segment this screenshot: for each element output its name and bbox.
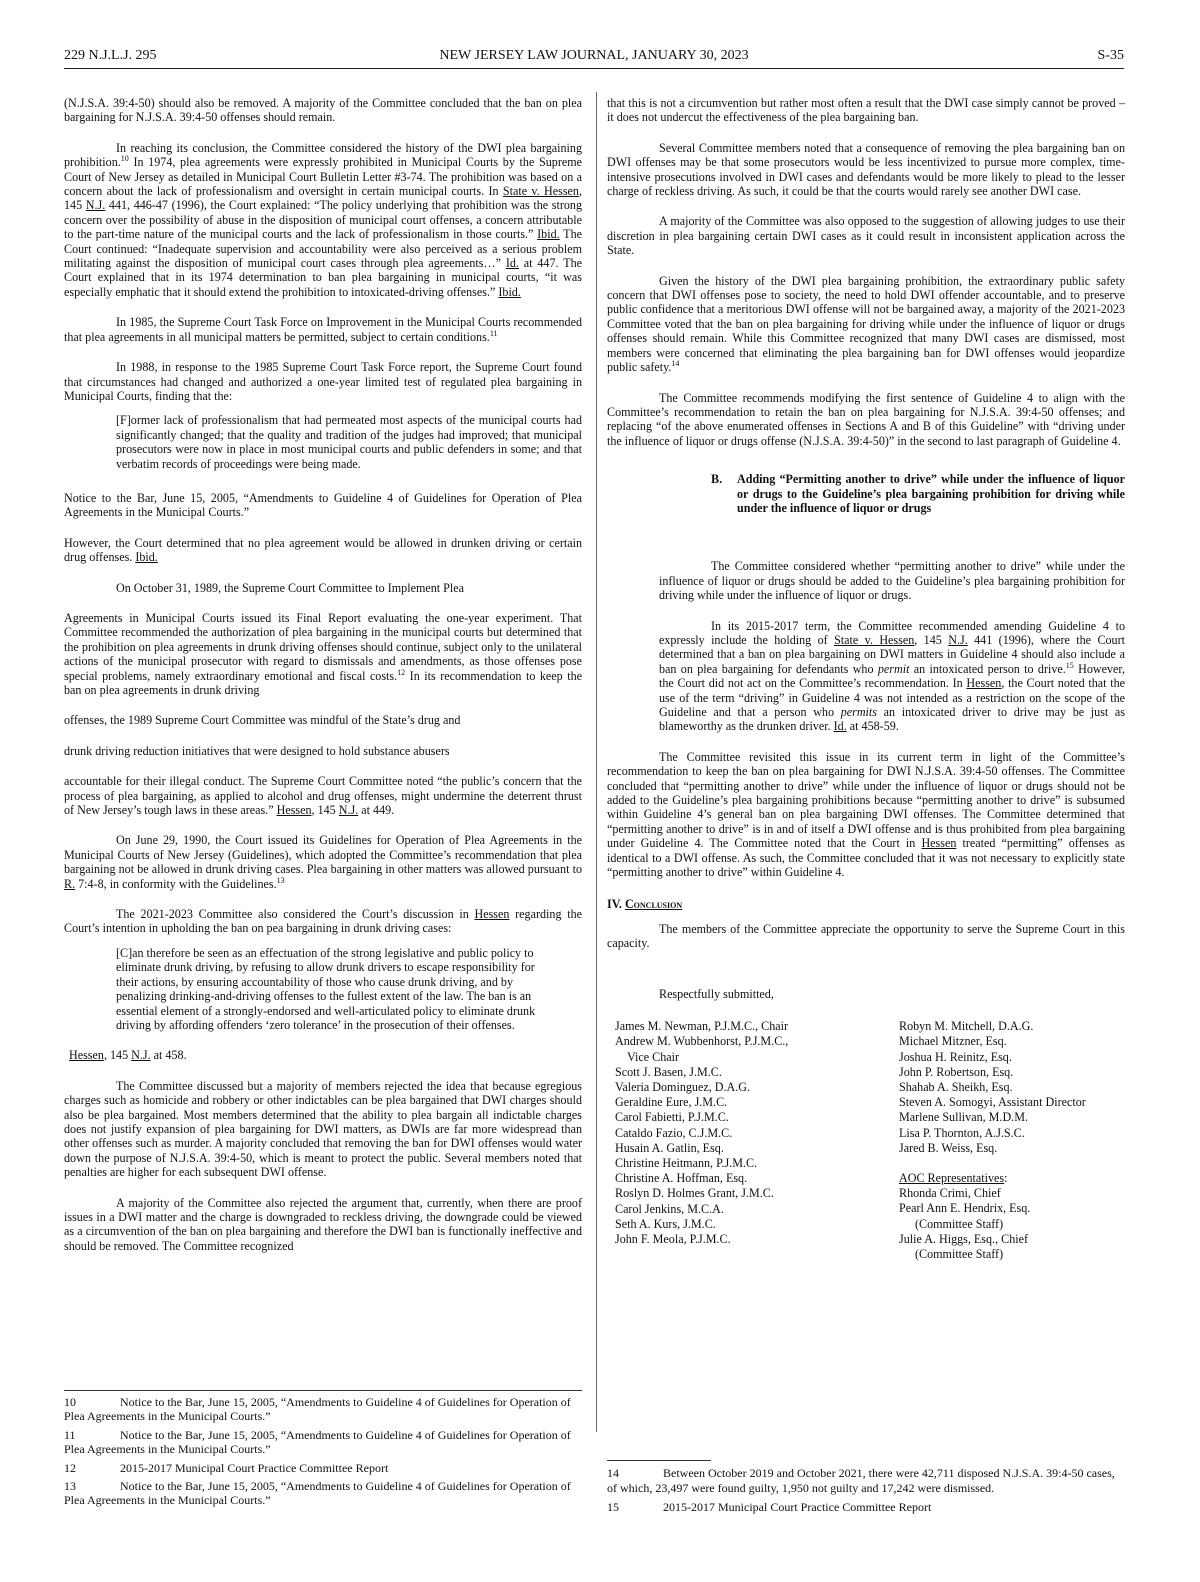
- footnote: 15 2015-2017 Municipal Court Practice Committee Report: [607, 1500, 932, 1514]
- footnote-ref: 10: [120, 154, 129, 164]
- member-name: Andrew M. Wubbenhorst, P.J.M.C.,: [615, 1034, 789, 1049]
- member-name: James M. Newman, P.J.M.C., Chair: [615, 1019, 789, 1034]
- paragraph: However, the Court determined that no plea agreement would be allowed in drunken driving or certain drug offenses. Ibid.: [64, 535, 582, 565]
- staff-role: (Committee Staff): [915, 1216, 1004, 1231]
- conclusion-heading: IV. Conclusion: [607, 897, 683, 912]
- paragraph: A majority of the Committee also rejected the argument that, currently, when there are proof issues in a DWI matter and the charge is downgraded to reckless driving, the downgrade could be viewed as a circumvention of the ban on plea bargaining and therefore the DWI ban is functionally ineffective and should be removed. The Committee recognized: [64, 1195, 582, 1253]
- member-name: Carol Jenkins, M.C.A.: [615, 1201, 724, 1216]
- paragraph: The Committee recommends modifying the first sentence of Guideline 4 to align with the Committee’s recommendation to retain the ban on plea bargaining for N.J.S.A. 39:4-50 offenses; and replacing “of the above enumerated offenses in Sections A and B of this Guideline” with “driving under the influence of liquor or drugs offense (N.J.S.A. 39:4-50)” in the second to last paragraph of Guideline 4.: [607, 390, 1125, 448]
- footnote-ref: 14: [671, 359, 680, 369]
- staff-name: Julie A. Higgs, Esq., Chief: [899, 1231, 1028, 1246]
- signature-intro: Respectfully submitted,: [659, 986, 774, 1001]
- block-quote: [C]an therefore be seen as an effectuation of the strong legislative and public policy to eliminate drunk driving, by refusing to allow drunk drivers to escape responsibility for their actions, by ensuring accountability of those who cause drunk driving, and by penalizing drinking-and-driving offenses to the fullest extent of the law. The ban is an essential element of a strongly-endorsed and well-articulated policy to eliminate drunk driving by affording offenders ‘zero tolerance’ in the prosecution of their offenses.: [116, 945, 536, 1032]
- footnote-ref: 13: [276, 875, 285, 885]
- paragraph: (N.J.S.A. 39:4-50) should also be removed. A majority of the Committee concluded that the ban on plea bargaining for N.J.S.A. 39:4-50 offenses should remain.: [64, 96, 582, 125]
- member-name: Steven A. Somogyi, Assistant Director: [899, 1095, 1086, 1110]
- footnote: 12 2015-2017 Municipal Court Practice Committee Report: [64, 1460, 389, 1475]
- block-quote: [F]ormer lack of professionalism that had permeated most aspects of the municipal courts had significantly changed; that the quality and tradition of the judges had improved; that municipal prosecutors were now in place in most municipal courts and public defenders in some; and that verbatim records of proceedings were being made.: [116, 413, 582, 471]
- paragraph: that this is not a circumvention but rather most often a result that the DWI case simply cannot be proved – it does not undercut the effectiveness of the plea bargaining ban.: [607, 96, 1125, 125]
- signature-column-1: [615, 1019, 899, 1262]
- paragraph: Agreements in Municipal Courts issued its Final Report evaluating the one-year experiment. That Committee recommended the authorization of plea bargaining in the municipal courts but determined that the prohibition on plea agreements in drunk driving offenses should continue, subject only to the unilateral actions of the municipal prosecutor with regard to dismissals and amendments, as those offenses pose special problems, namely extraordinary emotional and fiscal costs.$^{12}$ In its recommendation to keep the ban on plea agreements in drunk driving: [64, 610, 583, 697]
- footnote-rule: [607, 1460, 711, 1461]
- member-name: Lisa P. Thornton, A.J.S.C.: [899, 1125, 1025, 1140]
- paragraph: Given the history of the DWI plea bargaining prohibition, the extraordinary public safety concern that DWI offenses pose to society, the need to hold DWI offender accountable, and to preserve public confidence that a meritorious DWI offense will not be bargained away, a majority of the 2021-2023 Committee voted that the ban on plea bargaining for driving while under the influence of liquor or drugs offenses should remain. While this Committee recognized that many DWI cases are dismissed, most members were concerned that eliminating the plea bargaining ban for DWI offenses would jeopardize public safety.$^{14}$: [607, 273, 1125, 375]
- member-name: Robyn M. Mitchell, D.A.G.: [899, 1019, 1034, 1034]
- member-name: Carol Fabietti, P.J.M.C.: [615, 1110, 729, 1125]
- indented-section: [659, 559, 1125, 733]
- member-name: Vice Chair: [627, 1049, 679, 1064]
- footnote: 11 Notice to the Bar, June 15, 2005, “Amendments to Guideline 4 of Guidelines for Operation of Plea Agreements in the Municipal Courts.”: [64, 1427, 571, 1457]
- paragraph: In 1985, the Supreme Court Task Force on Improvement in the Municipal Courts recommended that plea agreements in all municipal matters be permitted, subject to certain conditions.$^{11}$: [64, 315, 582, 344]
- member-name: Cataldo Fazio, C.J.M.C.: [615, 1125, 733, 1140]
- staff-role: (Committee Staff): [915, 1246, 1004, 1261]
- paragraph: Several Committee members noted that a consequence of removing the plea bargaining ban on DWI offenses may be that some prosecutors would be less incentivized to pursue more complex, time-intensive prosecutions involved in DWI cases and defendants would be more likely to plead to the lesser charge of reckless driving. As such, it could be that the courts would rarely see another DWI case.: [607, 140, 1125, 199]
- paragraph: In its 2015-2017 term, the Committee recommended amending Guideline 4 to expressly include the holding of State v. Hessen, 145 N.J. 441 (1996), where the Court determined that a ban on plea bargaining on DWI matters in Guideline 4 should also include a ban on plea bargaining for defendants who permit an intoxicated person to drive.$^{15}$ However, the Court did not act on the Committee’s recommendation. In Hessen, the Court noted that the use of the term “driving” in Guideline 4 was not intended as a restriction on the scope of the Guideline and that a person who permits an intoxicated driver to drive may be just as blameworthy as the drunken driver. Id. at 458-59.: [659, 618, 1125, 734]
- member-name: Christine A. Hoffman, Esq.: [615, 1171, 748, 1186]
- header-citation: 229 N.J.L.J. 295: [64, 48, 157, 63]
- paragraph: A majority of the Committee was also opposed to the suggestion of allowing judges to use their discretion in plea bargaining certain DWI cases as it could result in inconsistent application across the State.: [607, 214, 1125, 258]
- left-column: [64, 96, 582, 1263]
- member-name: Geraldine Eure, J.M.C.: [615, 1095, 728, 1110]
- member-name: Seth A. Kurs, J.M.C.: [615, 1216, 716, 1231]
- paragraph: drunk driving reduction initiatives that were designed to hold substance abusers: [64, 743, 450, 758]
- footnotes-left: [64, 1390, 582, 1512]
- staff-name: Rhonda Crimi, Chief: [899, 1186, 1001, 1201]
- footnote: 13 Notice to the Bar, June 15, 2005, “Amendments to Guideline 4 of Guidelines for Operation of Plea Agreements in the Municipal Courts.”: [64, 1479, 571, 1508]
- paragraph: The Committee considered whether “permitting another to drive” while under the influence of liquor or drugs should be added to the Guideline’s plea bargaining prohibition for driving while under the influence of liquor or drugs.: [659, 559, 1125, 603]
- column-divider: [596, 92, 597, 1432]
- citation: Hessen, 145 N.J. at 458.: [69, 1048, 187, 1063]
- paragraph: The members of the Committee appreciate the opportunity to serve the Supreme Court in this capacity.: [607, 921, 1125, 951]
- footnote-ref: 15: [1065, 660, 1074, 670]
- member-name: Valeria Dominguez, D.A.G.: [615, 1079, 751, 1094]
- footnote: 14 Between October 2019 and October 2021, there were 42,711 disposed N.J.S.A. 39:4-50 cases, of which, 23,497 were found guilty, 1,950 not guilty and 17,242 were dismissed.: [607, 1466, 1115, 1495]
- footnote-ref: 12: [397, 667, 406, 677]
- member-name: Roslyn D. Holmes Grant, J.M.C.: [615, 1186, 774, 1201]
- header-page-number: S-35: [1097, 48, 1124, 63]
- member-name: Shahab A. Sheikh, Esq.: [899, 1079, 1013, 1094]
- paragraph: In 1988, in response to the 1985 Supreme Court Task Force report, the Supreme Court found that circumstances had changed and authorized a one-year limited test of regulated plea bargaining in Municipal Courts, finding that the:: [64, 360, 582, 403]
- member-name: Marlene Sullivan, M.D.M.: [899, 1110, 1028, 1125]
- paragraph: The Committee discussed but a majority of members rejected the idea that because egregious charges such as homicide and robbery or other indictables can be plea bargained that DWI charges should also be plea bargained. Most members determined that the ability to plea bargain all indictable charges does not justify expansion of plea bargaining for DWI matters, as DWIs are far more widespread than other offenses such as murder. A majority concluded that removing the ban for DWI offenses would water down the purpose of N.J.S.A. 39:4-50, which is meant to protect the public. Several members noted that penalties are higher for each subsequent DWI offense.: [64, 1078, 582, 1180]
- member-name: Scott J. Basen, J.M.C.: [615, 1064, 722, 1079]
- staff-name: Pearl Ann E. Hendrix, Esq.: [899, 1201, 1031, 1216]
- section-heading-b: B. Adding “Permitting another to drive” while under the influence of liquor or drugs to the Guideline’s plea bargaining prohibition for driving while under the influence of liquor or drugs: [711, 472, 1125, 515]
- paragraph: In reaching its conclusion, the Committee considered the history of the DWI plea bargaining prohibition.$^{10}$ In 1974, plea agreements were expressly prohibited in Municipal Courts by the Supreme Court of New Jersey as detailed in Municipal Court Bulletin Letter #3-74. The prohibition was based on a concern about the lack of professionalism and oversight in certain municipal courts. In State v. Hessen, 145 N.J. 441, 446-47 (1996), the Court explained: “The policy underlying that prohibition was the strong concern over the possibility of abuse in the disposition of municipal court offenses, a concern attributable to the part-time nature of the municipal courts and the lack of professionalism in those courts.” Ibid. The Court continued: “Inadequate supervision and accountability were also perceived as a serious problem militating against the disposition of municipal court cases through plea agreements…” Id. at 447. The Court explained that in its 1974 determination to ban plea bargaining in municipal courts, “it was especially emphatic that it should extend the prohibition to intoxicated-driving offenses.” Ibid.: [64, 140, 583, 299]
- member-name: John F. Meola, P.J.M.C.: [615, 1231, 731, 1246]
- paragraph: Notice to the Bar, June 15, 2005, “Amendments to Guideline 4 of Guidelines for Operation of Plea Agreements in the Municipal Courts.”: [64, 490, 582, 520]
- paragraph: accountable for their illegal conduct. The Supreme Court Committee noted “the public’s concern that the process of plea bargaining, as applied to alcohol and drug offenses, might undermine the deterrent thrust of New Jersey’s tough laws in these areas.” Hessen, 145 N.J. at 449.: [64, 774, 582, 818]
- paragraph: On June 29, 1990, the Court issued its Guidelines for Operation of Plea Agreements in the Municipal Courts of New Jersey (Guidelines), which adopted the Committee’s recommendation that plea bargaining not be allowed in drunk driving cases. Plea bargaining in other matters was allowed pursuant to R. 7:4-8, in conformity with the Guidelines.$^{13}$: [64, 833, 582, 891]
- member-name: Husain A. Gatlin, Esq.: [615, 1140, 724, 1155]
- paragraph: The 2021-2023 Committee also considered the Court’s discussion in Hessen regarding the Court’s intention in upholding the ban on pea bargaining in drunk driving cases:: [64, 907, 582, 936]
- footnote: 10 Notice to the Bar, June 15, 2005, “Amendments to Guideline 4 of Guidelines for Operation of Plea Agreements in the Municipal Courts.”: [64, 1395, 571, 1424]
- paragraph: On October 31, 1989, the Supreme Court Committee to Implement Plea: [116, 580, 464, 595]
- running-header: [64, 48, 1124, 69]
- paragraph: The Committee revisited this issue in its current term in light of the Committee’s recommendation to keep the ban on plea bargaining for DWI N.J.S.A. 39:4-50 offenses. The Committee concluded that “permitting another to drive” while under the influence of liquor or drugs should not be added to the Guideline’s plea bargaining prohibitions because “permitting another to drive” is subsumed within Guideline 4’s general ban on plea bargaining DWI offenses. The Committee determined that “permitting another to drive” is in and of itself a DWI offense and is thus prohibited from plea bargaining under Guideline 4. The Committee noted that the Court in Hessen treated “permitting” offenses as identical to a DWI offense. As such, the Committee concluded that it was not necessary to explicitly state “permitting another to drive” within Guideline 4.: [607, 749, 1125, 880]
- signature-column-2: [899, 1019, 1125, 1262]
- aoc-label: AOC Representatives:: [899, 1170, 1008, 1185]
- footnotes-right: [607, 1462, 1125, 1519]
- member-name: Joshua H. Reinitz, Esq.: [899, 1049, 1012, 1064]
- footnote-ref: 11: [489, 328, 498, 338]
- right-column: [607, 96, 1125, 1262]
- member-name: John P. Robertson, Esq.: [899, 1064, 1014, 1079]
- member-name: Christine Heitmann, P.J.M.C.: [615, 1155, 758, 1170]
- paragraph: offenses, the 1989 Supreme Court Committee was mindful of the State’s drug and: [64, 713, 461, 728]
- member-name: Jared B. Weiss, Esq.: [899, 1140, 998, 1155]
- member-name: Michael Mitzner, Esq.: [899, 1034, 1007, 1049]
- header-publication: NEW JERSEY LAW JOURNAL, JANUARY 30, 2023: [439, 48, 749, 63]
- signature-block: [615, 1019, 1125, 1262]
